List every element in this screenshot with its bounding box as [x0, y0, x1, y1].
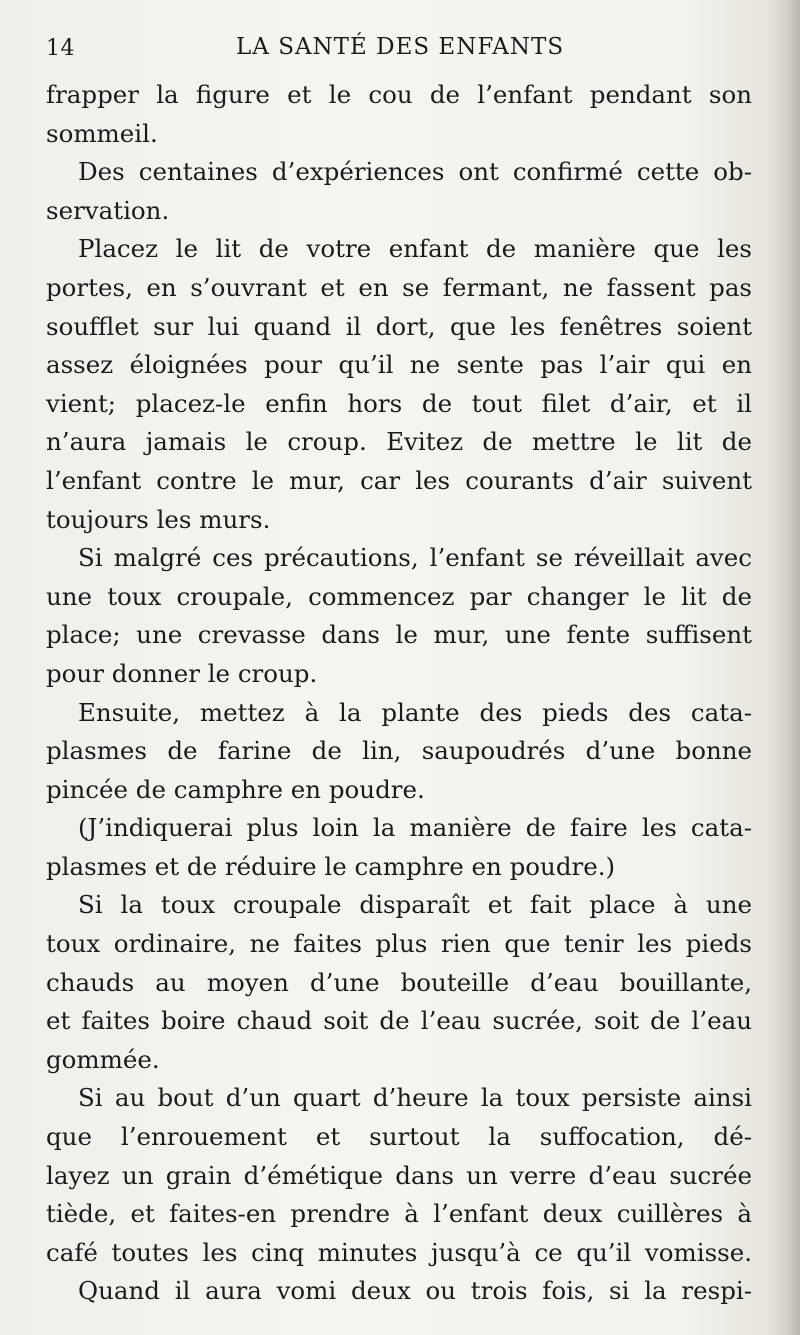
- text-line: plasmes de farine de lin, saupoudrés d’une bonne: [46, 736, 752, 766]
- text-line: place; une crevasse dans le mur, une fente suffisent: [46, 620, 752, 650]
- text-line: que l’enrouement et surtout la suffocation, dé-: [46, 1122, 752, 1152]
- text-line: Si malgré ces précautions, l’enfant se réveillait avec: [78, 543, 752, 573]
- page-number: 14: [46, 36, 75, 61]
- text-line: assez éloignées pour qu’il ne sente pas l’air qui en: [46, 350, 752, 380]
- text-line: pincée de camphre en poudre.: [46, 774, 425, 804]
- text-line: Des centaines d’expériences ont confirmé cette ob-: [78, 157, 752, 187]
- text-line: Si la toux croupale disparaît et fait place à une: [78, 890, 752, 920]
- text-line: chauds au moyen d’une bouteille d’eau bouillante,: [46, 967, 752, 997]
- text-line: une toux croupale, commencez par changer le lit de: [46, 581, 752, 611]
- text-line: layez un grain d’émétique dans un verre d’eau sucrée: [46, 1160, 752, 1190]
- text-line: Placez le lit de votre enfant de manière que les: [78, 234, 752, 264]
- text-line: portes, en s’ouvrant et en se fermant, ne fassent pas: [46, 272, 752, 302]
- text-line: frapper la figure et le cou de l’enfant pendant son: [46, 80, 752, 109]
- text-line: soufflet sur lui quand il dort, que les fenêtres soient: [46, 311, 752, 341]
- text-line: n’aura jamais le croup. Evitez de mettre le lit de: [46, 427, 752, 457]
- text-line: servation.: [46, 195, 170, 225]
- text-line: café toutes les cinq minutes jusqu’à ce qu’il vomisse.: [46, 1237, 752, 1267]
- text-line: gommée.: [46, 1044, 160, 1074]
- page-edge-shadow: [766, 0, 800, 1335]
- text-line: l’enfant contre le mur, car les courants d’air suivent: [46, 465, 752, 495]
- text-line: sommeil.: [46, 118, 158, 148]
- text-line: pour donner le croup.: [46, 658, 318, 688]
- text-line: (J’indiquerai plus loin la manière de faire les cata-: [78, 813, 752, 843]
- text-line: plasmes et de réduire le camphre en poudre.): [46, 851, 616, 881]
- text-line: toux ordinaire, ne faites plus rien que tenir les pieds: [46, 929, 752, 959]
- text-line: Si au bout d’un quart d’heure la toux persiste ainsi: [78, 1083, 752, 1113]
- page-header: [46, 34, 746, 68]
- text-line: et faites boire chaud soit de l’eau sucrée, soit de l’eau: [46, 1006, 752, 1036]
- text-line: Quand il aura vomi deux ou trois fois, si la respi-: [78, 1276, 752, 1306]
- text-line: Ensuite, mettez à la plante des pieds des cata-: [78, 697, 752, 727]
- body-text: [46, 76, 752, 1311]
- running-title: LA SANTÉ DES ENFANTS: [236, 34, 565, 60]
- text-line: toujours les murs.: [46, 504, 271, 534]
- text-line: vient; placez-le enfin hors de tout filet d’air, et il: [46, 388, 752, 418]
- text-line: tiède, et faites-en prendre à l’enfant deux cuillères à: [46, 1199, 752, 1229]
